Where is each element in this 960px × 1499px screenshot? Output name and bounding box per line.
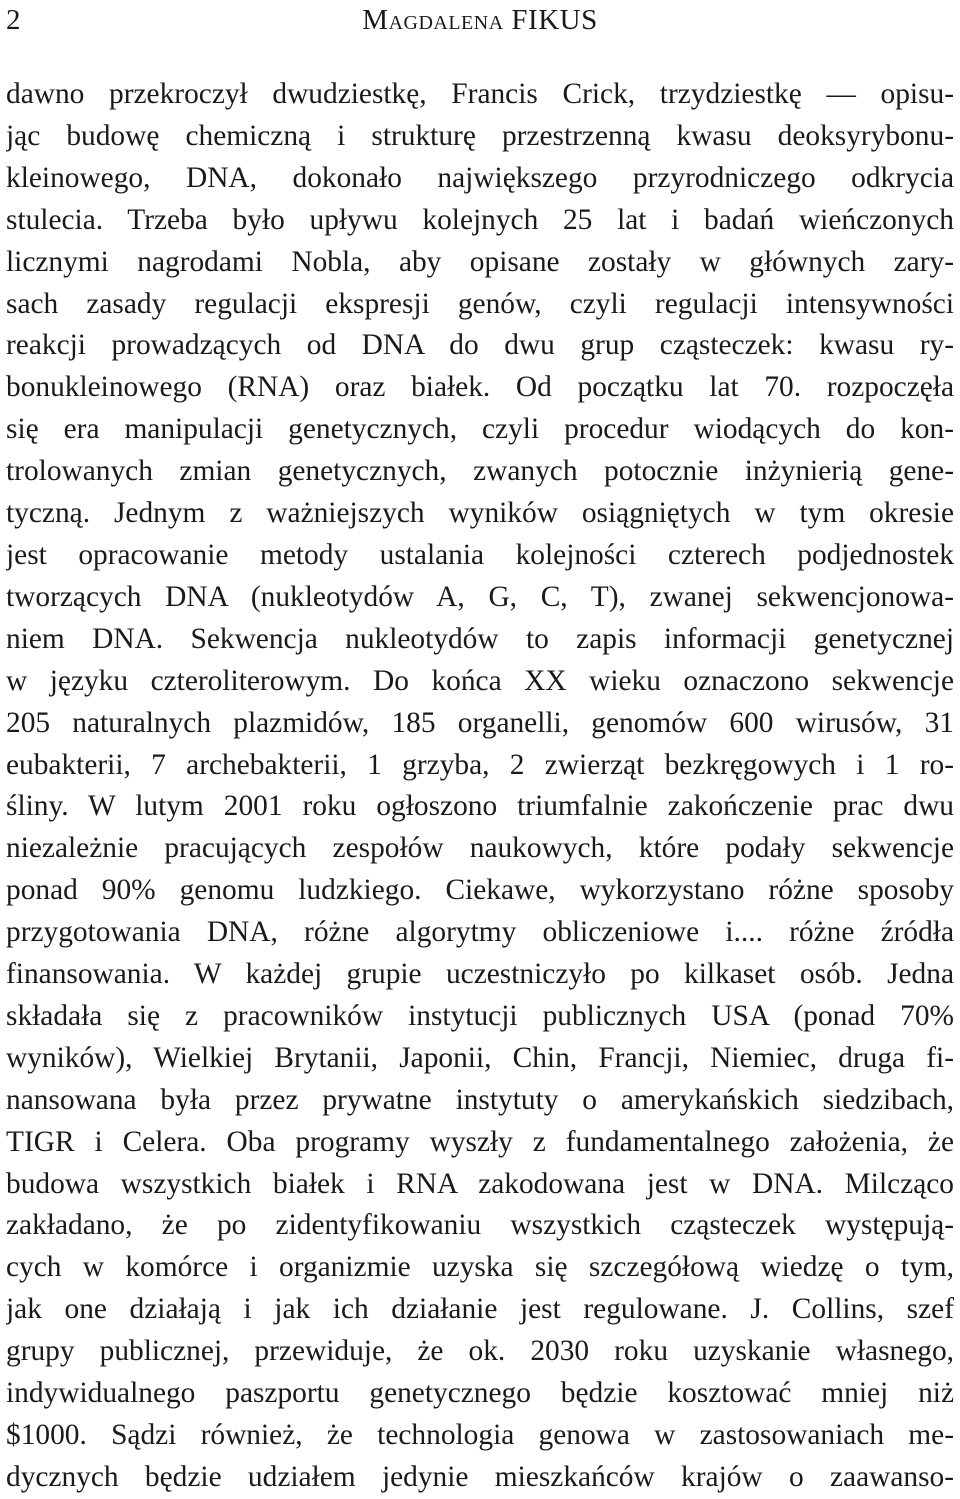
text-line: $1000. Sądzi również, że technologia genowa w zastosowaniach me- <box>6 1419 954 1451</box>
text-line: dawno przekroczył dwudziestkę, Francis Crick, trzydziestkę — opisu- <box>6 78 954 110</box>
text-line: finansowania. W każdej grupie uczestniczyło po kilkaset osób. Jedna <box>6 958 954 991</box>
text-line: śliny. W lutym 2001 roku ogłoszono triumfalnie zakończenie prac dwu <box>6 790 954 823</box>
page-number: 2 <box>6 4 21 36</box>
text-line: eubakterii, 7 archebakterii, 1 grzyba, 2 zwierząt bezkręgowych i 1 ro- <box>6 748 954 781</box>
text-line: reakcji prowadzących od DNA do dwu grup cząsteczek: kwasu ry- <box>6 329 954 362</box>
text-line: indywidualnego paszportu genetycznego będzie kosztować mniej niż <box>6 1377 954 1410</box>
text-line: jest opracowanie metody ustalania kolejności czterech podjednostek <box>6 538 954 571</box>
text-line: cych w komórce i organizmie uzyska się szczegółową wiedzę o tym, <box>6 1251 954 1284</box>
running-header-title: Magdalena FIKUS <box>362 4 598 36</box>
text-line: się era manipulacji genetycznych, czyli procedur wiodących do kon- <box>6 413 954 446</box>
text-line: sach zasady regulacji ekspresji genów, czyli regulacji intensywności <box>6 287 954 320</box>
text-line: kleinowego, DNA, dokonało największego przyrodniczego odkrycia <box>6 161 954 194</box>
text-line: ponad 90% genomu ludzkiego. Ciekawe, wykorzystano różne sposoby <box>6 874 954 907</box>
text-line: dycznych będzie udziałem jedynie mieszkańców krajów o zaawanso- <box>6 1460 954 1493</box>
text-line: 205 naturalnych plazmidów, 185 organelli, genomów 600 wirusów, 31 <box>6 706 954 739</box>
text-line: przygotowania DNA, różne algorytmy obliczeniowe i.... różne źródła <box>6 916 954 949</box>
text-line: w języku czteroliterowym. Do końca XX wieku oznaczono sekwencje <box>6 664 954 697</box>
running-header <box>6 0 954 40</box>
document-page <box>6 0 954 1499</box>
text-line: zakładano, że po zidentyfikowaniu wszystkich cząsteczek występują- <box>6 1209 954 1242</box>
text-line: TIGR i Celera. Oba programy wyszły z fundamentalnego założenia, że <box>6 1125 954 1158</box>
text-line: grupy publicznej, przewiduje, że ok. 2030 roku uzyskanie własnego, <box>6 1335 954 1368</box>
text-line: jak one działają i jak ich działanie jest regulowane. J. Collins, szef <box>6 1293 954 1326</box>
text-line: trolowanych zmian genetycznych, zwanych potocznie inżynierią gene- <box>6 455 954 488</box>
text-line: składała się z pracowników instytucji publicznych USA (ponad 70% <box>6 999 954 1032</box>
text-line: tworzących DNA (nukleotydów A, G, C, T), zwanej sekwencjonowa- <box>6 580 954 613</box>
text-line: licznymi nagrodami Nobla, aby opisane zostały w głównych zary- <box>6 245 954 278</box>
text-line: nansowana była przez prywatne instytuty o amerykańskich siedzibach, <box>6 1083 954 1116</box>
text-line: tyczną. Jednym z ważniejszych wyników osiągniętych w tym okresie <box>6 497 954 530</box>
body-paragraph <box>6 74 954 1499</box>
text-line: jąc budowę chemiczną i strukturę przestrzenną kwasu deoksyrybonu- <box>6 119 954 152</box>
text-line: niezależnie pracujących zespołów naukowych, które podały sekwencje <box>6 832 954 865</box>
text-line: wyników), Wielkiej Brytanii, Japonii, Chin, Francji, Niemiec, druga fi- <box>6 1041 954 1074</box>
text-line: bonukleinowego (RNA) oraz białek. Od początku lat 70. rozpoczęła <box>6 371 954 404</box>
text-line: stulecia. Trzeba było upływu kolejnych 25 lat i badań wieńczonych <box>6 203 954 236</box>
text-line: niem DNA. Sekwencja nukleotydów to zapis informacji genetycznej <box>6 622 954 655</box>
text-line: budowa wszystkich białek i RNA zakodowana jest w DNA. Milcząco <box>6 1167 954 1200</box>
